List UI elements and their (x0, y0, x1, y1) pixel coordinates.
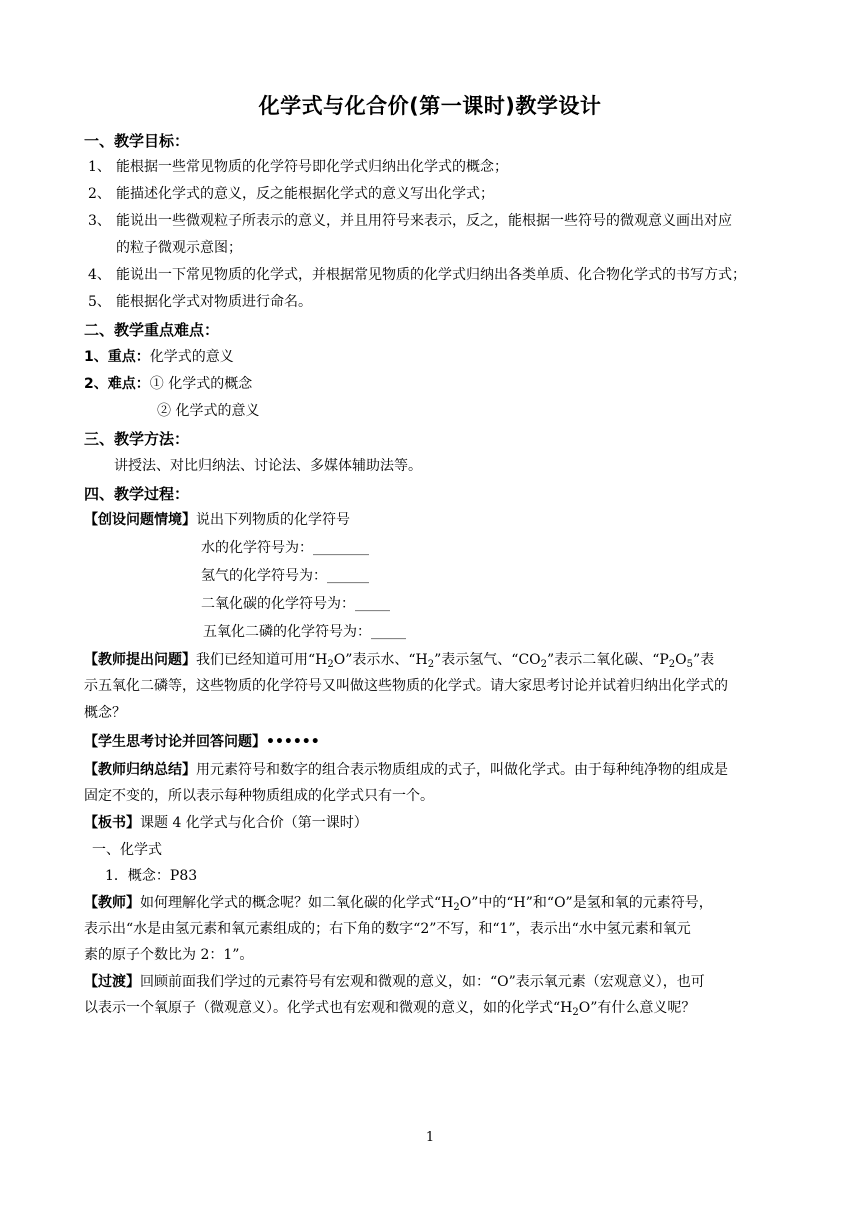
transition-label: 【过渡】 (84, 974, 140, 990)
teacher-line: 表示出“水是由氢元素和氧元素组成的；右下角的数字“2”不写，和“1”，表示出“水中氢元素和氧元 (84, 921, 691, 937)
student-discussion-label: 【学生思考讨论并回答问题】 (84, 734, 266, 750)
situation-label: 【创设问题情境】 (84, 512, 196, 528)
objective-item (88, 211, 788, 231)
key-point-line (84, 347, 784, 367)
objective-text: 能描述化学式的意义，反之能根据化学式的意义写出化学式； (116, 186, 494, 202)
objective-item (88, 292, 788, 312)
page-number: 1 (425, 1130, 435, 1145)
objective-number: 5、 (88, 294, 111, 310)
objective-number: 2、 (88, 186, 111, 202)
transition-line (84, 998, 784, 1018)
teacher-question-line (84, 650, 784, 670)
objective-item-continued (88, 238, 788, 258)
subscript: 2 (572, 1007, 579, 1018)
text-run: O”中的“H”和“O”是氢和氧的元素符号， (459, 895, 713, 911)
board-label: 【板书】 (84, 815, 140, 831)
subscript: 2 (453, 902, 460, 913)
board-concept: 1．概念：P83 (105, 868, 198, 884)
blank-question: 五氧化二磷的化学符号为：_____ (203, 624, 406, 640)
text-run: O (675, 652, 687, 668)
objective-number: 3、 (88, 213, 111, 229)
methods-text: 讲授法、对比归纳法、讨论法、多媒体辅助法等。 (114, 458, 422, 474)
student-discussion-line (84, 732, 784, 752)
teacher-label: 【教师】 (84, 895, 140, 911)
summary-text: 用元素符号和数字的组合表示物质组成的式子，叫做化学式。由于每种纯净物的组成是 (196, 762, 728, 778)
text-run: ”表 (693, 652, 715, 668)
blank-question: 氢气的化学符号为：______ (201, 568, 369, 584)
objective-number: 1、 (88, 159, 111, 175)
teacher-question-line: 概念？ (84, 705, 126, 721)
subscript: 2 (540, 659, 548, 670)
section-heading-process: 四、教学过程： (84, 485, 190, 503)
text-run: ”表示二氧化碳、“P (547, 652, 669, 668)
summary-line: 固定不变的，所以表示每种物质组成的化学式只有一个。 (84, 788, 434, 804)
teacher-question-label: 【教师提出问题】 (84, 652, 196, 668)
transition-text: 回顾前面我们学过的元素符号有宏观和微观的意义，如：“O”表示氧元素（宏观意义），也可 (140, 974, 705, 990)
difficulty-line (84, 374, 784, 394)
transition-line (84, 972, 784, 992)
text-run: 以表示一个氧原子（微观意义）。化学式也有宏观和微观的意义，如的化学式“H (84, 1000, 573, 1016)
difficulty-item: ① 化学式的概念 (149, 376, 253, 392)
text-run: O”有什么意义呢？ (578, 1000, 696, 1016)
key-point-label: 1、重点： (84, 349, 150, 365)
subscript: 2 (668, 659, 676, 670)
summary-label: 【教师归纳总结】 (84, 762, 196, 778)
subscript: 2 (327, 659, 334, 670)
teacher-line: 素的原子个数比为 2：1”。 (84, 947, 254, 963)
subscript: 5 (686, 659, 693, 670)
key-point-text: 化学式的意义 (149, 349, 234, 365)
section-heading-key-points: 二、教学重点难点： (84, 321, 220, 339)
blank-question: 水的化学符号为：________ (201, 540, 369, 556)
teacher-question-line: 示五氧化二磷等，这些物质的化学符号又叫做这些物质的化学式。请大家思考讨论并试着归纳出化学式的 (84, 678, 728, 694)
subscript: 2 (427, 659, 435, 670)
summary-line (84, 760, 784, 780)
difficulty-item: ② 化学式的意义 (157, 403, 260, 419)
objective-text: 能根据一些常见物质的化学符号即化学式归纳出化学式的概念； (116, 159, 508, 175)
board-text: 课题 4 化学式与化合价（第一课时） (140, 815, 368, 831)
objective-text: 能根据化学式对物质进行命名。 (116, 294, 312, 310)
situation-text: 说出下列物质的化学符号 (196, 512, 350, 528)
objective-text: 的粒子微观示意图； (116, 240, 242, 256)
text-run: 我们已经知道可用“H (196, 652, 328, 668)
objective-item (88, 157, 788, 177)
board-line (84, 813, 784, 833)
objective-text: 能说出一些微观粒子所表示的意义，并且用符号来表示，反之，能根据一些符号的微观意义画出对应 (116, 213, 732, 229)
board-subheading: 一、化学式 (92, 842, 162, 858)
section-heading-methods: 三、教学方法： (84, 430, 190, 448)
blank-question: 二氧化碳的化学符号为：_____ (201, 596, 390, 612)
section-heading-objectives: 一、教学目标： (84, 132, 190, 150)
teacher-line (84, 893, 784, 913)
document-title: 化学式与化合价(第一课时)教学设计 (258, 94, 602, 118)
objective-item (88, 184, 788, 204)
text-run: O”表示水、“H (333, 652, 428, 668)
situation-line (84, 510, 784, 530)
text-run: ”表示氢气、“CO (434, 652, 541, 668)
objective-number: 4、 (88, 267, 111, 283)
objective-text: 能说出一下常见物质的化学式，并根据常见物质的化学式归纳出各类单质、化合物化学式的书写方式； (116, 267, 746, 283)
objective-item (88, 265, 788, 285)
difficulty-label: 2、难点： (84, 376, 150, 392)
ellipsis-dots: •••••• (266, 734, 320, 750)
text-run: 如何理解化学式的概念呢？如二氧化碳的化学式“H (140, 895, 454, 911)
